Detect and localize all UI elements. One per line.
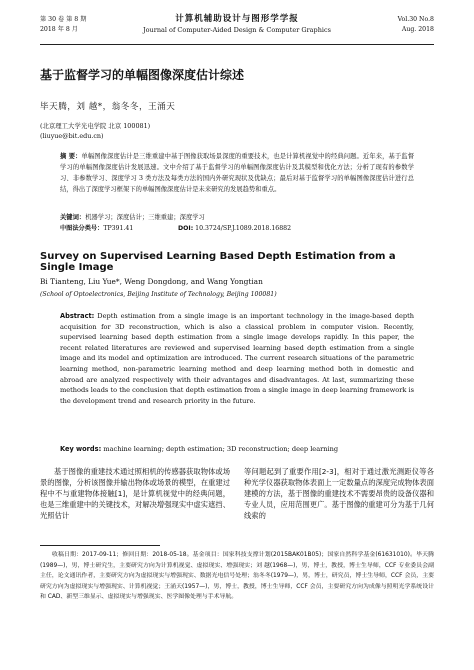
- abstract-cn-text: 单幅图像深度估计是三维重建中基于图像获取场景深度的重要技术，也是计算机视觉中的经典问题。近年来，基于监督学习的单幅图像深度估计发展迅速。文中介绍了基于监督学习的单幅图像深度估计及其模型和优化方法；分析了现有的参数学习、非参数学习、深度学习 3 类方法及每类方法的国内外研究现状及优缺点；最后对基于监督学习的单幅图像深度估计进行总结，得出了深度学习框架下的单幅图像深度估计是未来研究的发展趋势和重点。: [60, 153, 414, 193]
- abstract-en-label: Abstract:: [60, 312, 95, 320]
- keywords-en-text: machine learning; depth estimation; 3D reconstruction; deep learning: [103, 445, 339, 453]
- header-right: [398, 15, 434, 35]
- volume-issue-cn: 第 30 卷 第 8 期: [40, 16, 87, 23]
- authors-cn: 毕天腾，刘 越*，翁冬冬，王涌天: [40, 102, 176, 112]
- clc-label: 中图法分类号：: [60, 225, 104, 232]
- author-email: (liuyue@bit.edu.cn): [40, 132, 104, 140]
- body-text: [40, 466, 434, 530]
- abstract-en-text: Depth estimation from a single image is an important technology in the image-based depth acquisition for 3D reconstruction, which is also a classical problem in computer vision. Recently, supervised learning based depth estimation from a single image develops rapidly. In this paper, the recent related literatures are reviewed and supervised learning based depth estimation from a single image and its model and optimization are introduced. The current research situations of the parametric learning method, non-parametric learning method and deep learning method both in domestic and abroad are analyzed respectively with their advantages and disadvantages. At last, summarizing these methods leads to the conclusion that depth estimation from a single image in deep learning framework is the development trend and research priority in the future.: [60, 312, 414, 405]
- volume-issue-en: Vol.30 No.8: [397, 16, 434, 23]
- abstract-cn: [60, 151, 414, 195]
- doi-label: DOI:: [178, 225, 194, 232]
- header-center: [40, 13, 434, 35]
- paper-title-en: Survey on Supervised Learning Based Depth Estimation from a Single Image: [40, 251, 396, 273]
- classification-line: [60, 224, 414, 234]
- footnote-divider: [40, 545, 160, 546]
- keywords-en: [60, 444, 414, 454]
- affiliation-en: (School of Optoelectronics, Beijing Institute of Technology, Beijing 100081): [40, 291, 277, 298]
- keywords-cn-text: 机器学习；深度估计；三维重建；深度学习: [85, 214, 205, 221]
- journal-header: [40, 10, 434, 45]
- journal-name-cn: 计算机辅助设计与图形学学报: [175, 14, 299, 24]
- date-en: Aug. 2018: [401, 26, 434, 33]
- body-column-right: 等问题起到了重要作用[2-3]，相对于通过激光测距仪等各种光学仪器获取物体表面上一定数量点的深度完成物体表面建模的方法，基于图像的重建技术不需要昂贵的设备仪器和专业人员，应用范围更广。基于图像的重建可分为基于几何线索的: [244, 467, 434, 520]
- abstract-en: [60, 311, 414, 406]
- journal-name-en: Journal of Computer-Aided Design & Computer Graphics: [143, 26, 331, 34]
- paper-title-cn: 基于监督学习的单幅图像深度估计综述: [40, 68, 245, 82]
- doi-value: 10.3724/SP.J.1089.2018.16882: [195, 225, 292, 232]
- date-cn: 2018 年 8 月: [40, 26, 78, 33]
- affiliation-cn: (北京理工大学光电学院 北京 100081): [40, 122, 151, 130]
- authors-en: Bi Tianteng, Liu Yue*, Weng Dongdong, and Wang Yongtian: [40, 277, 263, 286]
- affiliation-block-cn: [40, 121, 150, 141]
- keywords-en-label: Key words:: [60, 445, 102, 453]
- footnote: 收稿日期：2017-09-11；修回日期：2018-05-18。基金项目：国家科技支撑计划(2015BAK01B05)；国家自然科学基金(61631010)。毕天腾(1989—)，男，博士研究生，主要研究方向为计算机视觉、虚拟现实、增强现实；刘 越(1968—)，男，博士，教授，博士生导师，CCF 专业委员会副主任，论文通讯作者，主要研究方向为虚拟现实与增强现实、数据光电信号处理；翁冬冬(1979—)，男，博士，研究员，博士生导师，CCF 会员，主要研究方向为虚拟现实与增强现实、计算机视觉；王涌天(1957—)，男，博士，教授，博士生导师，CCF 会员，主要研究方向为成像与照明光学系统设计和 CAD、新型三维显示、虚拟现实与增强现实、医学图像处理与手术导航。: [40, 552, 434, 601]
- keywords-cn-label: 关键词：: [60, 214, 86, 221]
- body-column-left: 基于图像的重建技术通过照相机的传感器获取物体或场景的图像，分析该图像并输出物体或场景的模型，在重建过程中不与重建物体接触[1]，是计算机视觉中的经典问题，也是三维重建中的关键技术，对解决增强现实中虚实遮挡、光照估计: [40, 467, 230, 520]
- keywords-cn: [60, 213, 414, 223]
- doi: [178, 224, 291, 234]
- abstract-cn-label: 摘 要：: [60, 153, 82, 160]
- clc-value: TP391.41: [103, 225, 134, 232]
